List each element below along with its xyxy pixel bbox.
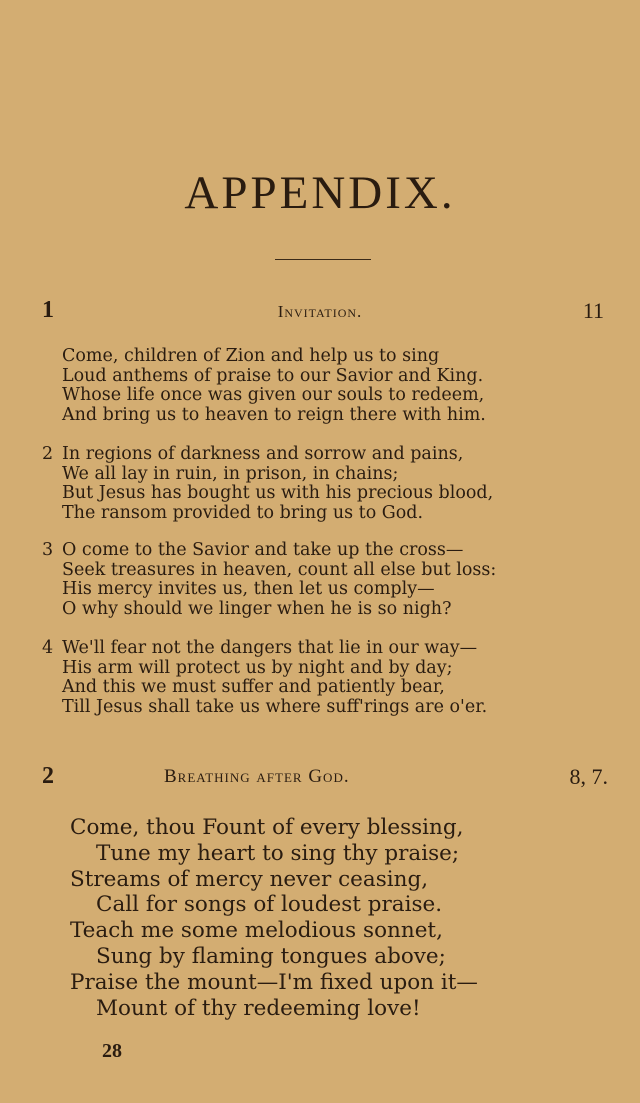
page-number: 28 xyxy=(102,1040,122,1062)
verse-line: Streams of mercy never ceasing, xyxy=(70,866,429,892)
verse-line: Praise the mount—I'm fixed upon it— xyxy=(70,969,478,995)
verse-line: Seek treasures in heaven, count all else but loss: xyxy=(62,559,497,580)
verse-line: Mount of thy redeeming love! xyxy=(96,995,421,1021)
verse-line: His arm will protect us by night and by day; xyxy=(62,657,453,678)
verse-line: Come, children of Zion and help us to sing xyxy=(62,346,440,366)
stanza-number: 3 xyxy=(42,540,54,560)
page-title: APPENDIX. xyxy=(184,167,456,219)
hymn-number: 2 xyxy=(42,763,54,789)
verse-line: We'll fear not the dangers that lie in our way— xyxy=(62,638,478,658)
stanza-number: 4 xyxy=(42,638,54,658)
hymn-title: Invitation. xyxy=(277,302,363,321)
hymn-meter: 11 xyxy=(582,298,604,323)
verse-line: O come to the Savior and take up the cross— xyxy=(62,540,464,560)
verse-line: Tune my heart to sing thy praise; xyxy=(96,840,460,866)
hymn-meter: 8, 7. xyxy=(569,764,608,789)
stanza xyxy=(40,639,487,717)
verse-line: We all lay in ruin, in prison, in chains; xyxy=(62,463,399,484)
verse-line: O why should we linger when he is so nigh? xyxy=(62,598,452,619)
hymn-number: 1 xyxy=(42,297,54,323)
title-divider xyxy=(275,259,371,260)
stanza xyxy=(70,815,478,1021)
verse-line: Whose life once was given our souls to redeem, xyxy=(62,385,485,405)
verse-line: Teach me some melodious sonnet, xyxy=(70,918,443,944)
verse-line: But Jesus has bought us with his precious blood, xyxy=(62,483,494,503)
verse-line: And bring us to heaven to reign there with him. xyxy=(62,404,486,425)
stanza xyxy=(40,347,486,425)
stanza xyxy=(40,541,496,619)
hymn-title: Breathing after God. xyxy=(164,766,350,787)
verse-line: Come, thou Fount of every blessing, xyxy=(70,815,464,840)
stanza-number: 2 xyxy=(42,444,54,464)
verse-line: And this we must suffer and patiently bear, xyxy=(62,677,445,697)
verse-line: His mercy invites us, then let us comply— xyxy=(62,579,435,599)
verse-line: In regions of darkness and sorrow and pains, xyxy=(62,444,464,464)
verse-line: Call for songs of loudest praise. xyxy=(96,892,443,918)
verse-line: Sung by flaming tongues above; xyxy=(96,943,446,969)
stanza xyxy=(40,445,493,523)
verse-line: Till Jesus shall take us where suff'rings are o'er. xyxy=(62,696,488,717)
verse-line: Loud anthems of praise to our Savior and King. xyxy=(62,365,484,386)
verse-line: The ransom provided to bring us to God. xyxy=(62,502,424,523)
